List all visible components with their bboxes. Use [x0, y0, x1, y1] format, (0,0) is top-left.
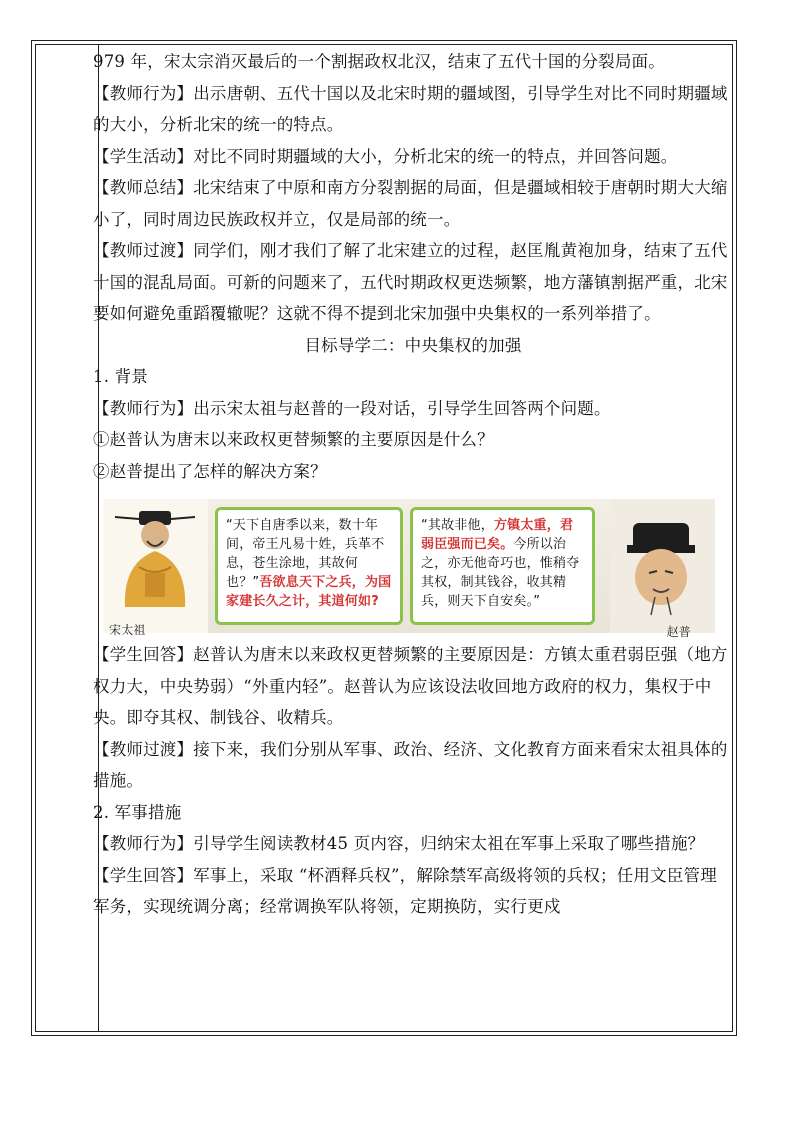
song-taizu-speech-bubble: [215, 507, 403, 625]
song-taizu-portrait-icon: [109, 507, 201, 615]
paragraph-northern-han: 979 年，宋太宗消灭最后的一个割据政权北汉，结束了五代十国的分裂局面。: [93, 52, 665, 71]
zhao-pu-speech-bubble: [410, 507, 595, 625]
subheading-background: 1. 背景: [93, 367, 148, 386]
song-taizu-speech-text: “天下自唐季以来，数十年间，帝王凡易十姓，兵革不息，苍生涂地，其故何也？”: [226, 518, 385, 590]
zhao-pu-portrait-icon: [615, 519, 707, 619]
question-2: ②赵普提出了怎样的解决方案？: [93, 461, 327, 481]
paragraph-student-activity: 【学生活动】对比不同时期疆域的大小，分析北宋的统一的特点，并回答问题。: [93, 146, 678, 166]
question-1: ①赵普认为唐末以来政权更替频繁的主要原因是什么？: [93, 430, 494, 449]
dialogue-illustration: [103, 499, 715, 639]
zhao-pu-caption: 赵普: [666, 625, 691, 639]
zhao-pu-speech-rest: 今所以治之，亦无他奇巧也，惟稍夺其权，制其钱谷，收其精兵，则天下自安矣。”: [421, 537, 580, 609]
paragraph-teacher-action-dialogue: 【教师行为】出示宋太祖与赵普的一段对话，引导学生回答两个问题。: [93, 398, 611, 418]
paragraph-teacher-transition-1: 【教师过渡】同学们，刚才我们了解了北宋建立的过程，赵匡胤黄袍加身，结束了五代十国的混乱局面。可新的问题来了，五代时期政权更迭频繁，地方藩镇割据严重，北宋要如何避免重蹈覆辙呢？这就不得不提到北宋加强中央集权的一系列举措了。: [93, 241, 728, 323]
song-taizu-caption: 宋太祖: [109, 623, 146, 637]
song-taizu-speech-highlight: 吾欲息天下之兵，为国家建长久之计，其道何如?: [226, 575, 392, 609]
paragraph-student-answer-1: 【学生回答】赵普认为唐末以来政权更替频繁的主要原因是：方镇太重君弱臣强（地方权力大，中央势弱）“外重内轻”。赵普认为应该设法收回地方政府的权力，集权于中央。即夺其权、制钱谷、收精兵。: [93, 645, 728, 727]
paragraph-teacher-transition-2: 【教师过渡】接下来，我们分别从军事、政治、经济、文化教育方面来看宋太祖具体的措施。: [93, 739, 728, 790]
zhao-pu-speech-intro: “其故非他，: [421, 518, 494, 533]
paragraph-teacher-action-map: 【教师行为】出示唐朝、五代十国以及北宋时期的疆域图，引导学生对比不同时期疆域的大小，分析北宋的统一的特点。: [93, 83, 728, 134]
subheading-military: 2. 军事措施: [93, 802, 182, 822]
zhao-pu-speech-highlight: 方镇太重，君弱臣强而已矣。: [421, 518, 574, 552]
paragraph-student-answer-2: 【学生回答】军事上，采取 “杯酒释兵权”，解除禁军高级将领的兵权；任用文臣管理军务，实现统调分离；经常调换军队将领，定期换防，实行更戍: [93, 865, 717, 916]
section-heading: 目标导学二：中央集权的加强: [304, 335, 522, 355]
paragraph-teacher-summary: 【教师总结】北宋结束了中原和南方分裂割据的局面，但是疆域相较于唐朝时期大大缩小了，同时周边民族政权并立，仅是局部的统一。: [93, 178, 728, 229]
paragraph-teacher-action-textbook: 【教师行为】引导学生阅读教材45 页内容，归纳宋太祖在军事上采取了哪些措施？: [93, 834, 705, 853]
lesson-content: [93, 46, 733, 923]
